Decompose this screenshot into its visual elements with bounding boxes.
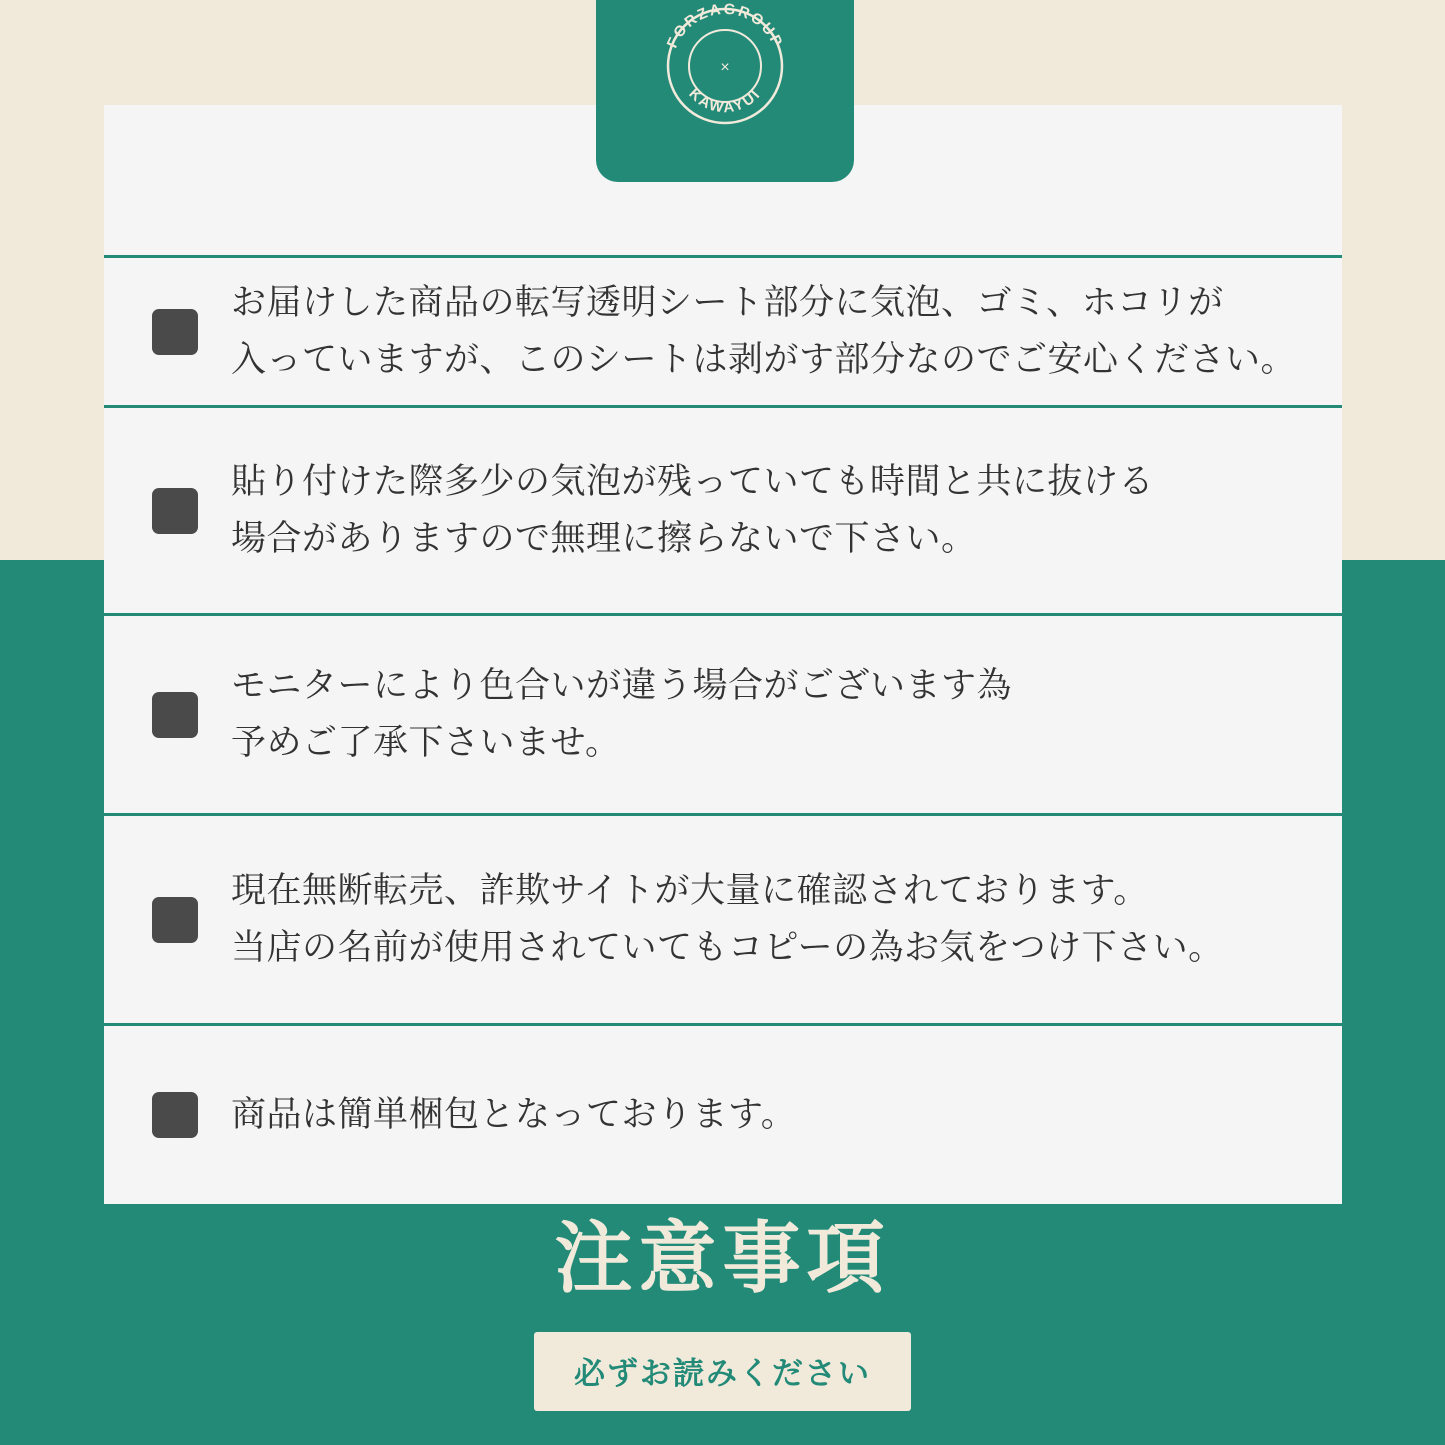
- footer-section: [0, 1190, 1445, 1411]
- notice-item-text: [231, 275, 1296, 388]
- notice-item-2: [104, 408, 1342, 616]
- notice-item-1: [104, 258, 1342, 408]
- svg-text:FORZAGROUP: FORZAGROUP: [663, 0, 787, 51]
- notice-line: 当店の名前が使用されていてもコピーの為お気をつけ下さい。: [231, 927, 1224, 967]
- svg-text:×: ×: [720, 59, 730, 76]
- notice-line: 予めご了承下さいませ。: [231, 722, 621, 762]
- notice-item-text: [231, 658, 1012, 771]
- svg-text:KAWAYUI: KAWAYUI: [685, 85, 765, 117]
- notice-line: モニターにより色合いが違う場合がございます為: [231, 665, 1013, 705]
- notice-item-text: [231, 863, 1224, 976]
- brand-logo-badge: [596, 0, 854, 182]
- notice-line: 入っていますが、このシートは剥がす部分なのでご安心ください。: [231, 339, 1297, 379]
- square-bullet-icon: [152, 897, 198, 943]
- notice-item-5: [104, 1026, 1342, 1204]
- square-bullet-icon: [152, 692, 198, 738]
- notice-line: 場合がありますので無理に擦らないで下さい。: [231, 518, 977, 558]
- square-bullet-icon: [152, 309, 198, 355]
- notice-item-3: [104, 616, 1342, 816]
- page-title: 注意事項: [554, 1214, 891, 1302]
- notice-line: 現在無断転売、詐欺サイトが大量に確認されております。: [231, 870, 1149, 910]
- notice-item-text: [231, 454, 1154, 567]
- square-bullet-icon: [152, 1092, 198, 1138]
- notice-list-card: [104, 105, 1342, 1204]
- notice-item-text: [231, 1087, 796, 1144]
- forzagroup-kawayui-logo-icon: [650, 0, 800, 141]
- footer-badge: 必ずお読みください: [534, 1332, 911, 1411]
- notice-item-4: [104, 816, 1342, 1026]
- notice-line: 貼り付けた際多少の気泡が残っていても時間と共に抜ける: [231, 461, 1155, 501]
- notice-line: お届けした商品の転写透明シート部分に気泡、ゴミ、ホコリが: [231, 282, 1224, 322]
- notice-line: 商品は簡単梱包となっております。: [231, 1094, 797, 1134]
- square-bullet-icon: [152, 488, 198, 534]
